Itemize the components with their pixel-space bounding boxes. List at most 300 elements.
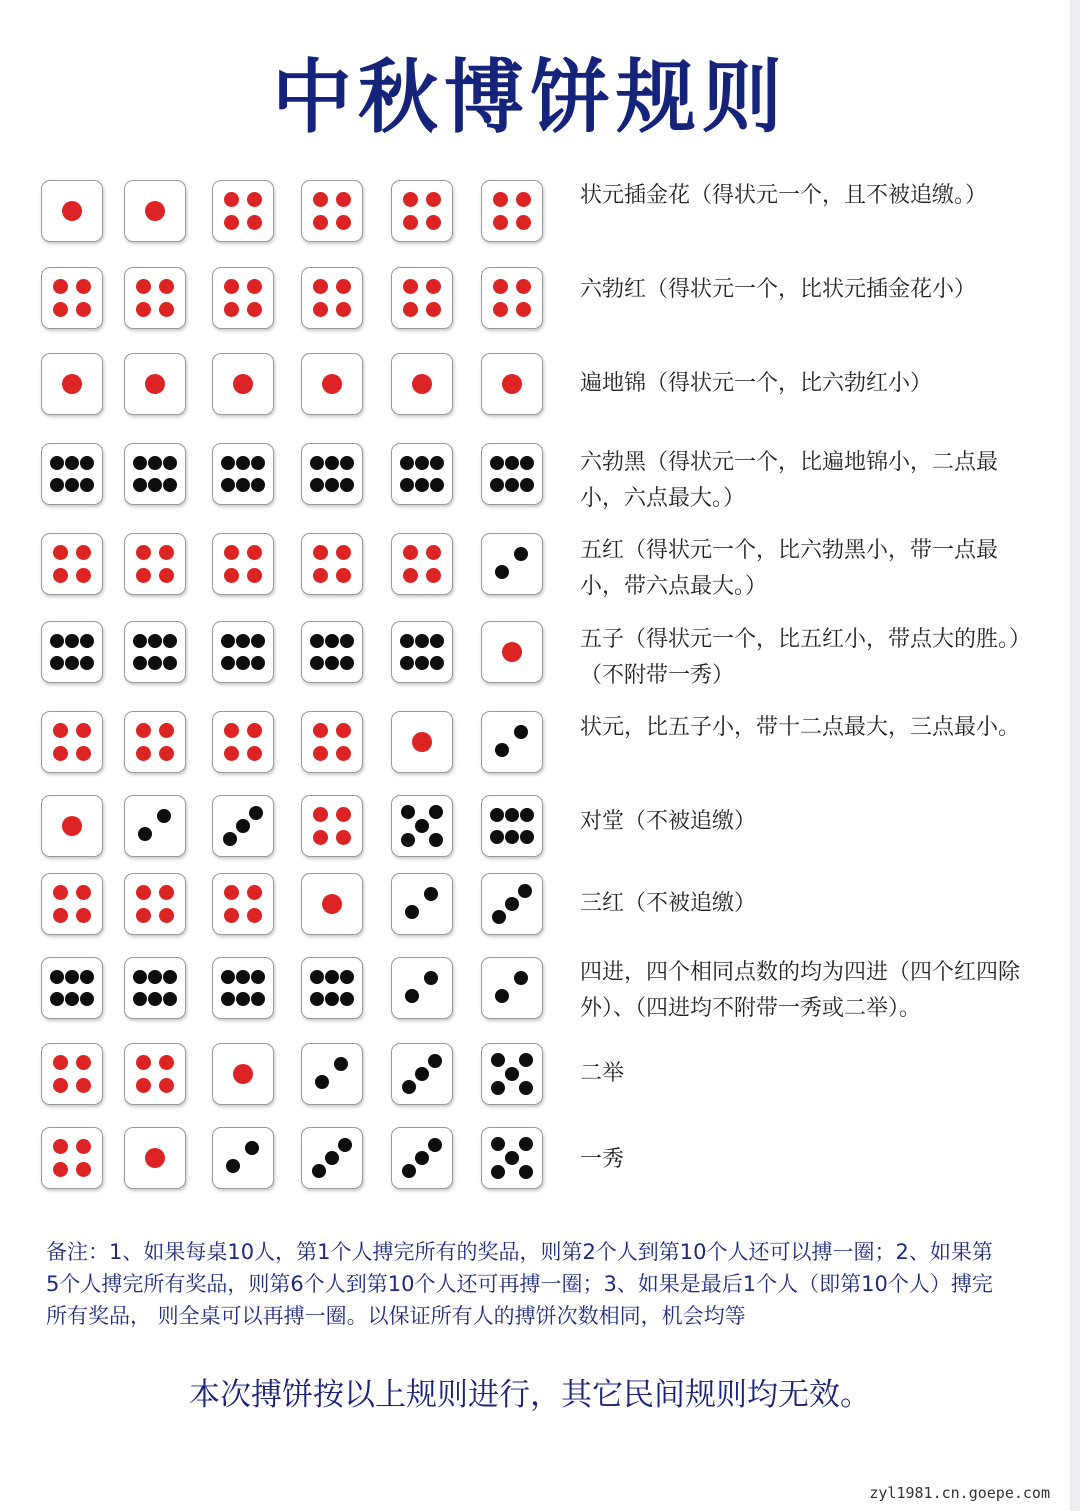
die-6	[41, 957, 103, 1019]
die-pip	[136, 279, 151, 294]
die-pip	[251, 456, 265, 470]
die-pip	[76, 885, 91, 900]
die-pip	[80, 478, 94, 492]
rule-description: 对堂（不被追缴）	[580, 809, 757, 834]
die-pip	[415, 478, 429, 492]
die-3	[301, 1127, 363, 1189]
die-pip	[340, 456, 354, 470]
die-pip	[313, 279, 328, 294]
die-pip	[424, 887, 438, 901]
die-6	[301, 957, 363, 1019]
die-pip	[313, 215, 328, 230]
die-pip	[50, 634, 64, 648]
die-pip	[62, 374, 82, 394]
die-4	[301, 795, 363, 857]
die-pip	[516, 192, 531, 207]
die-pip	[325, 456, 339, 470]
die-4	[212, 267, 274, 329]
die-pip	[336, 807, 351, 822]
rule-description: 一秀	[580, 1147, 625, 1172]
die-pip	[133, 970, 147, 984]
die-6	[481, 795, 543, 857]
die-pip	[133, 634, 147, 648]
die-pip	[53, 723, 68, 738]
die-6	[124, 443, 186, 505]
die-pip	[340, 970, 354, 984]
die-pip	[251, 656, 265, 670]
die-5	[481, 1127, 543, 1189]
die-6	[41, 443, 103, 505]
die-pip	[322, 894, 342, 914]
die-pip	[53, 302, 68, 317]
die-pip	[80, 456, 94, 470]
die-pip	[76, 723, 91, 738]
die-3	[481, 873, 543, 935]
die-6	[301, 621, 363, 683]
die-2	[212, 1127, 274, 1189]
die-pip	[53, 885, 68, 900]
die-pip	[336, 192, 351, 207]
watermark: zyl1981.cn.goepe.com	[869, 1484, 1050, 1502]
die-4	[41, 267, 103, 329]
die-1	[301, 353, 363, 415]
die-pip	[310, 456, 324, 470]
die-pip	[519, 1137, 533, 1151]
die-pip	[505, 897, 519, 911]
die-pip	[133, 656, 147, 670]
die-3	[391, 1127, 453, 1189]
rule-description: 四进，四个相同点数的均为四进（四个红四除外）、（四进均不附带一秀或二举）。	[580, 960, 1021, 1021]
die-pip	[490, 478, 504, 492]
die-pip	[159, 302, 174, 317]
die-pip	[426, 279, 441, 294]
die-pip	[313, 545, 328, 560]
die-pip	[520, 830, 534, 844]
die-pip	[310, 992, 324, 1006]
die-6	[212, 957, 274, 1019]
die-pip	[430, 656, 444, 670]
die-pip	[310, 478, 324, 492]
die-pip	[53, 1139, 68, 1154]
die-5	[481, 1043, 543, 1105]
die-pip	[62, 201, 82, 221]
die-pip	[224, 723, 239, 738]
die-pip	[148, 456, 162, 470]
die-2	[391, 957, 453, 1019]
die-pip	[221, 992, 235, 1006]
die-1	[391, 711, 453, 773]
die-pip	[236, 656, 250, 670]
die-1	[124, 1127, 186, 1189]
rule-description: 六勃红（得状元一个，比状元插金花小）	[580, 277, 977, 302]
die-pip	[495, 743, 509, 757]
die-6	[41, 621, 103, 683]
die-pip	[247, 746, 262, 761]
die-pip	[136, 1078, 151, 1093]
die-pip	[50, 456, 64, 470]
die-pip	[247, 215, 262, 230]
die-pip	[502, 374, 522, 394]
die-pip	[53, 279, 68, 294]
die-2	[481, 957, 543, 1019]
die-pip	[133, 456, 147, 470]
die-pip	[53, 1055, 68, 1070]
die-pip	[493, 302, 508, 317]
die-pip	[236, 456, 250, 470]
die-pip	[148, 478, 162, 492]
die-pip	[159, 279, 174, 294]
die-2	[481, 711, 543, 773]
die-6	[124, 621, 186, 683]
die-pip	[136, 885, 151, 900]
die-1	[391, 353, 453, 415]
die-pip	[340, 478, 354, 492]
die-pip	[247, 302, 262, 317]
die-pip	[415, 656, 429, 670]
die-1	[301, 873, 363, 935]
die-pip	[325, 656, 339, 670]
die-pip	[403, 279, 418, 294]
die-pip	[50, 970, 64, 984]
die-pip	[505, 808, 519, 822]
die-1	[41, 180, 103, 242]
die-pip	[145, 201, 165, 221]
die-4	[212, 533, 274, 595]
die-pip	[505, 478, 519, 492]
die-pip	[336, 723, 351, 738]
die-pip	[325, 992, 339, 1006]
die-pip	[490, 808, 504, 822]
die-pip	[334, 1057, 348, 1071]
die-pip	[310, 656, 324, 670]
die-pip	[136, 908, 151, 923]
die-pip	[159, 746, 174, 761]
die-pip	[221, 634, 235, 648]
die-pip	[490, 456, 504, 470]
die-6	[391, 443, 453, 505]
die-pip	[336, 746, 351, 761]
die-pip	[251, 970, 265, 984]
die-pip	[313, 807, 328, 822]
die-pip	[491, 1081, 505, 1095]
die-pip	[336, 215, 351, 230]
die-pip	[505, 1067, 519, 1081]
die-pip	[520, 456, 534, 470]
die-pip	[429, 833, 443, 847]
die-pip	[313, 723, 328, 738]
die-pip	[325, 634, 339, 648]
die-pip	[312, 1164, 326, 1178]
rule-description: 遍地锦（得状元一个，比六勃红小）	[580, 371, 933, 396]
page-edge	[1070, 0, 1080, 1511]
die-pip	[426, 568, 441, 583]
die-pip	[403, 192, 418, 207]
die-pip	[251, 634, 265, 648]
die-pip	[236, 992, 250, 1006]
die-pip	[495, 989, 509, 1003]
die-pip	[136, 302, 151, 317]
rule-description: 五红（得状元一个，比六勃黑小，带一点最小，带六点最大。）	[580, 538, 999, 599]
die-pip	[53, 568, 68, 583]
die-pip	[519, 1053, 533, 1067]
die-4	[391, 267, 453, 329]
die-pip	[224, 568, 239, 583]
die-pip	[430, 456, 444, 470]
die-pip	[236, 970, 250, 984]
die-pip	[505, 456, 519, 470]
page-title: 中秋博饼规则	[272, 51, 788, 144]
die-pip	[313, 192, 328, 207]
die-pip	[493, 192, 508, 207]
die-pip	[80, 970, 94, 984]
die-4	[41, 1127, 103, 1189]
die-pip	[65, 992, 79, 1006]
rule-description: 二举	[580, 1061, 625, 1086]
die-pip	[325, 1151, 339, 1165]
die-pip	[415, 819, 429, 833]
die-pip	[400, 478, 414, 492]
die-pip	[415, 1067, 429, 1081]
die-pip	[76, 302, 91, 317]
die-pip	[336, 302, 351, 317]
die-pip	[50, 656, 64, 670]
die-pip	[236, 478, 250, 492]
die-pip	[415, 634, 429, 648]
die-4	[301, 180, 363, 242]
die-pip	[236, 634, 250, 648]
die-pip	[224, 215, 239, 230]
die-4	[301, 267, 363, 329]
die-4	[301, 533, 363, 595]
die-pip	[251, 992, 265, 1006]
die-pip	[338, 1138, 352, 1152]
die-pip	[224, 302, 239, 317]
rule-description: 六勃黑（得状元一个，比遍地锦小，二点最小，六点最大。）	[580, 450, 999, 511]
die-pip	[224, 545, 239, 560]
die-pip	[491, 1137, 505, 1151]
die-pip	[163, 656, 177, 670]
die-pip	[405, 905, 419, 919]
die-pip	[412, 732, 432, 752]
footer-text: 本次搏饼按以上规则进行，其它民间规则均无效。	[189, 1377, 871, 1413]
die-4	[481, 267, 543, 329]
die-pip	[136, 723, 151, 738]
die-pip	[491, 1053, 505, 1067]
die-pip	[133, 992, 147, 1006]
die-pip	[322, 374, 342, 394]
die-4	[41, 873, 103, 935]
die-pip	[402, 1164, 416, 1178]
die-pip	[159, 908, 174, 923]
die-pip	[403, 568, 418, 583]
die-pip	[221, 970, 235, 984]
die-4	[301, 711, 363, 773]
rule-description: 三红（不被追缴）	[580, 891, 757, 916]
die-2	[391, 873, 453, 935]
die-pip	[313, 568, 328, 583]
die-pip	[80, 634, 94, 648]
die-pip	[310, 634, 324, 648]
die-pip	[401, 805, 415, 819]
die-pip	[340, 992, 354, 1006]
rule-description: 状元插金花（得状元一个，且不被追缴。）	[580, 183, 988, 208]
die-pip	[516, 215, 531, 230]
die-pip	[62, 816, 82, 836]
die-1	[212, 1043, 274, 1105]
die-pip	[493, 279, 508, 294]
die-pip	[148, 970, 162, 984]
die-pip	[426, 302, 441, 317]
die-pip	[516, 279, 531, 294]
die-1	[41, 795, 103, 857]
die-2	[301, 1043, 363, 1105]
die-pip	[157, 809, 171, 823]
die-6	[481, 443, 543, 505]
die-pip	[247, 279, 262, 294]
die-pip	[163, 478, 177, 492]
die-4	[124, 1043, 186, 1105]
die-pip	[340, 656, 354, 670]
die-pip	[136, 746, 151, 761]
die-pip	[403, 215, 418, 230]
die-1	[481, 353, 543, 415]
die-pip	[65, 656, 79, 670]
die-4	[124, 267, 186, 329]
die-pip	[313, 302, 328, 317]
die-2	[481, 533, 543, 595]
die-pip	[249, 806, 263, 820]
die-pip	[502, 642, 522, 662]
die-pip	[136, 1055, 151, 1070]
die-pip	[76, 746, 91, 761]
die-pip	[520, 808, 534, 822]
die-pip	[492, 910, 506, 924]
die-pip	[65, 970, 79, 984]
die-pip	[224, 908, 239, 923]
die-pip	[53, 746, 68, 761]
die-pip	[65, 478, 79, 492]
die-pip	[430, 478, 444, 492]
die-4	[481, 180, 543, 242]
die-pip	[53, 908, 68, 923]
die-1	[212, 353, 274, 415]
die-pip	[163, 456, 177, 470]
die-6	[391, 621, 453, 683]
die-pip	[493, 215, 508, 230]
die-pip	[325, 478, 339, 492]
die-pip	[50, 992, 64, 1006]
die-4	[124, 711, 186, 773]
die-pip	[519, 1165, 533, 1179]
die-pip	[505, 1151, 519, 1165]
die-pip	[403, 545, 418, 560]
die-pip	[520, 478, 534, 492]
die-pip	[148, 992, 162, 1006]
die-6	[212, 621, 274, 683]
die-pip	[221, 456, 235, 470]
die-4	[212, 873, 274, 935]
die-pip	[400, 656, 414, 670]
die-pip	[138, 827, 152, 841]
die-pip	[495, 565, 509, 579]
die-pip	[247, 885, 262, 900]
die-pip	[136, 568, 151, 583]
die-pip	[76, 1139, 91, 1154]
die-pip	[340, 634, 354, 648]
die-pip	[76, 279, 91, 294]
die-pip	[247, 908, 262, 923]
die-1	[124, 180, 186, 242]
die-pip	[415, 456, 429, 470]
die-4	[41, 533, 103, 595]
die-pip	[336, 568, 351, 583]
die-pip	[400, 634, 414, 648]
die-6	[124, 957, 186, 1019]
die-pip	[428, 1054, 442, 1068]
die-pip	[247, 568, 262, 583]
die-pip	[80, 656, 94, 670]
die-pip	[400, 456, 414, 470]
die-pip	[310, 970, 324, 984]
die-pip	[136, 545, 151, 560]
die-4	[212, 711, 274, 773]
die-pip	[514, 971, 528, 985]
die-pip	[76, 545, 91, 560]
die-pip	[325, 970, 339, 984]
die-pip	[426, 545, 441, 560]
die-pip	[53, 1162, 68, 1177]
die-pip	[224, 746, 239, 761]
die-6	[212, 443, 274, 505]
die-pip	[148, 634, 162, 648]
die-pip	[251, 478, 265, 492]
die-4	[41, 1043, 103, 1105]
die-pip	[76, 908, 91, 923]
die-pip	[313, 830, 328, 845]
die-4	[41, 711, 103, 773]
die-pip	[402, 1080, 416, 1094]
die-pip	[76, 1078, 91, 1093]
die-pip	[412, 374, 432, 394]
die-pip	[247, 545, 262, 560]
die-3	[391, 1043, 453, 1105]
die-pip	[224, 192, 239, 207]
die-pip	[226, 1159, 240, 1173]
die-3	[212, 795, 274, 857]
die-pip	[133, 478, 147, 492]
die-pip	[491, 1165, 505, 1179]
die-pip	[247, 192, 262, 207]
die-pip	[490, 830, 504, 844]
die-pip	[148, 656, 162, 670]
die-pip	[159, 545, 174, 560]
die-pip	[518, 884, 532, 898]
die-pip	[336, 830, 351, 845]
die-pip	[315, 1075, 329, 1089]
die-4	[124, 533, 186, 595]
die-4	[391, 533, 453, 595]
die-pip	[514, 725, 528, 739]
rule-description: 五子（得状元一个，比五红小，带点大的胜。）（不附带一秀）	[580, 627, 1021, 688]
die-pip	[245, 1141, 259, 1155]
die-pip	[223, 832, 237, 846]
die-pip	[313, 746, 328, 761]
die-pip	[514, 547, 528, 561]
die-1	[41, 353, 103, 415]
die-4	[124, 873, 186, 935]
die-pip	[405, 989, 419, 1003]
die-pip	[221, 656, 235, 670]
